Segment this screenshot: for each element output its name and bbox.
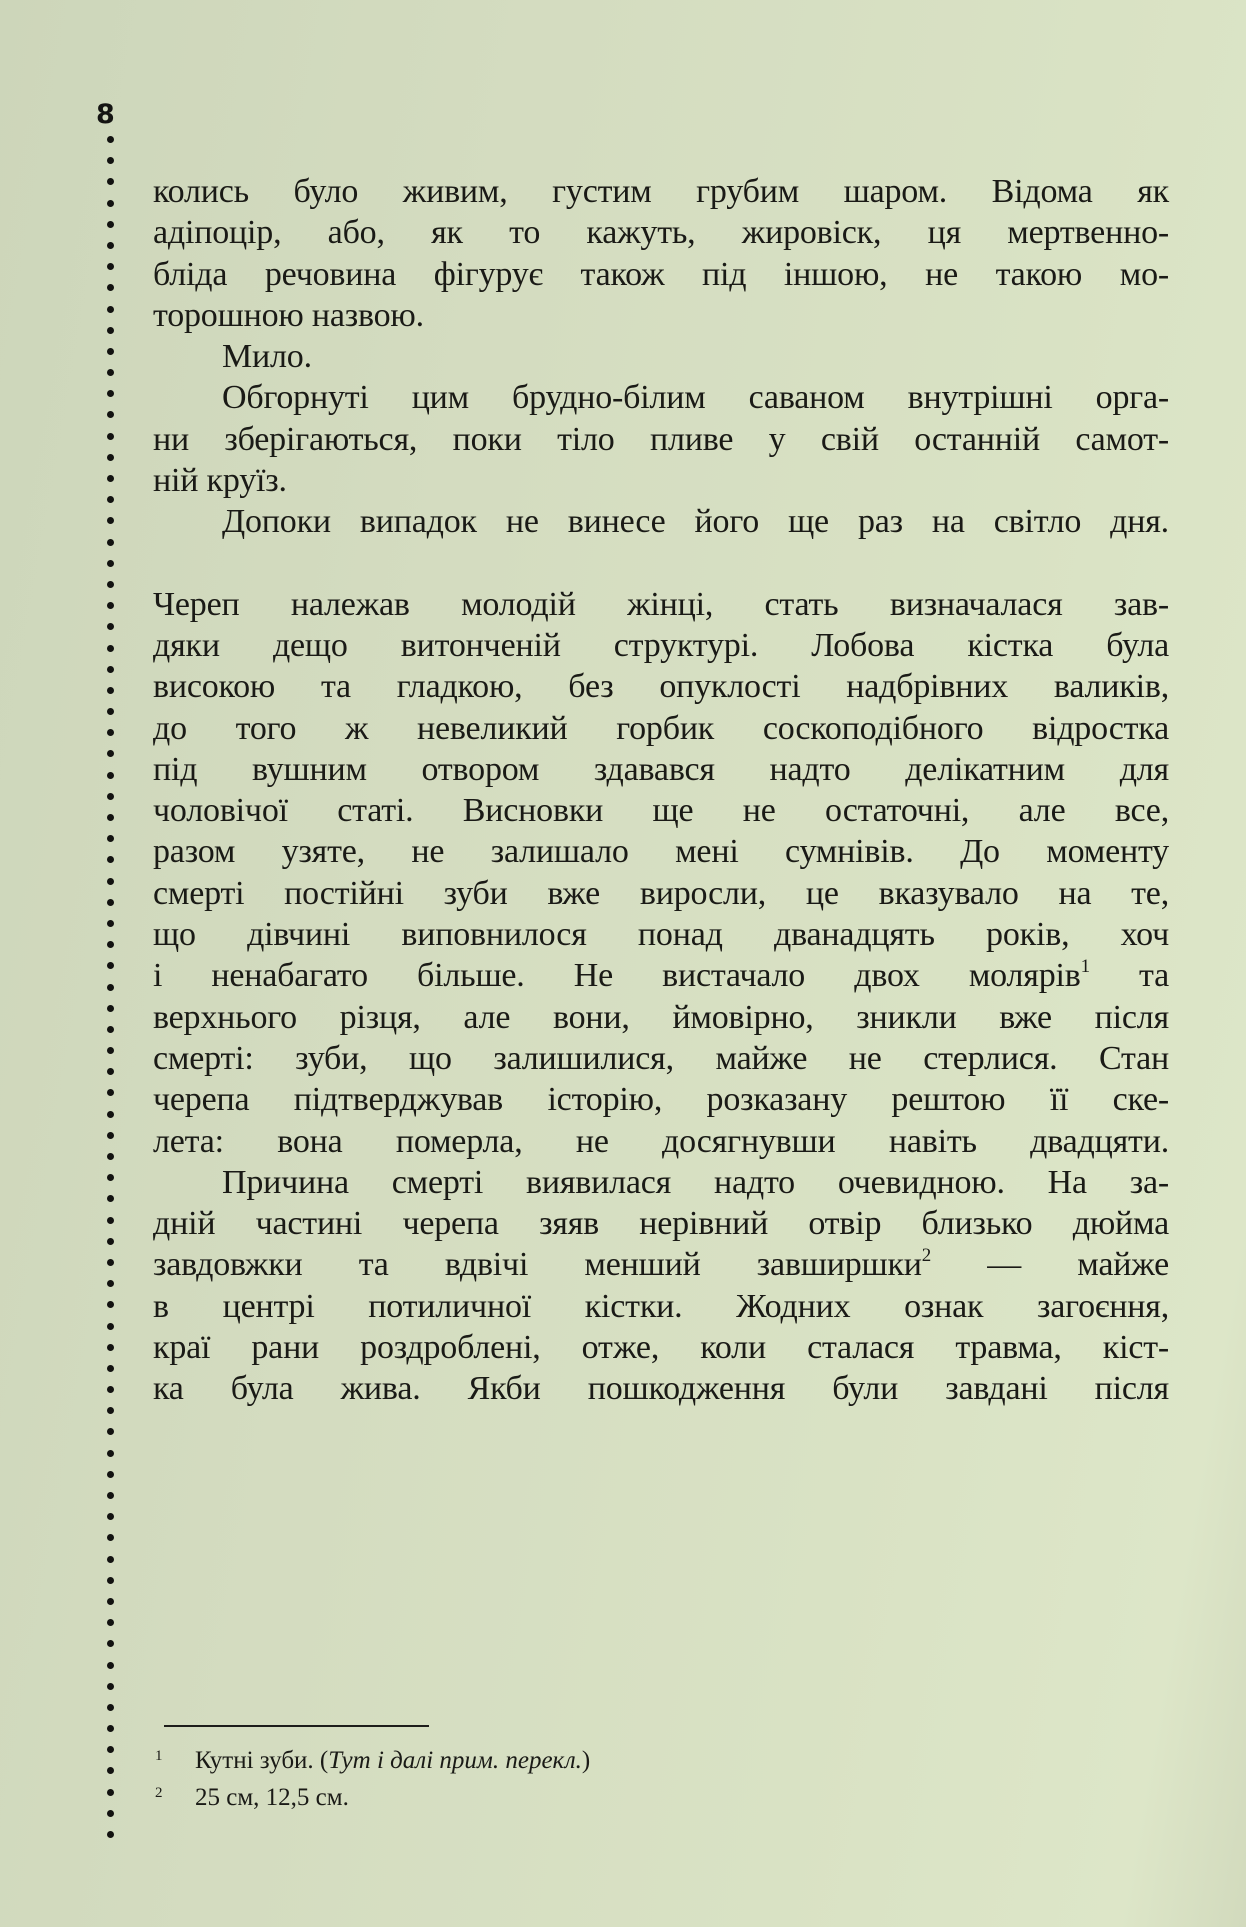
margin-dot [107,1407,114,1414]
margin-dot [107,1217,114,1224]
margin-dot [107,1598,114,1605]
margin-dot [107,1323,114,1330]
text-line-content: бліда речовина фігурує також під іншою, не такою мо- [153,255,1169,293]
footnote-item [150,1781,1050,1818]
text-line-content: під вушним отвором здавався надто делікатним для [153,750,1169,788]
margin-dot [107,454,114,461]
margin-dot [107,1005,114,1012]
text-line [153,1327,1169,1368]
margin-dot [107,962,114,969]
margin-dot [107,1831,114,1838]
margin-dot [107,539,114,546]
text-line-content: ній круїз. [153,462,287,500]
margin-dot [107,1047,114,1054]
margin-dot [107,729,114,736]
text-line [153,377,1169,418]
margin-dot [107,1683,114,1690]
text-line [153,1162,1169,1203]
text-line-content: ни зберігаються, поки тіло пливе у свій останній самот- [153,420,1169,458]
margin-dot [107,348,114,355]
margin-dot [107,666,114,673]
text-line-continuation: — майже [931,1246,1169,1284]
margin-dot [107,1428,114,1435]
margin-dot [107,1492,114,1499]
margin-dot [107,242,114,249]
text-line [153,1038,1169,1079]
section-break [153,543,1169,584]
margin-dot [107,1111,114,1118]
footnote-text-italic: Тут і далі прим. перекл. [328,1747,582,1774]
margin-dot [107,475,114,482]
margin-dot [107,1153,114,1160]
margin-dot [107,1089,114,1096]
margin-dot [107,433,114,440]
text-line-content: Череп належав молодій жінці, стать визначалася зав- [153,585,1169,623]
footnote-reference[interactable]: 1 [1080,956,1090,978]
text-line [153,1079,1169,1120]
page-number: 8 [96,99,115,130]
text-line-content: Мило. [222,338,312,376]
text-line [153,708,1169,749]
text-line-content: колись було живим, густим грубим шаром. Відома як [153,173,1169,210]
margin-dot [107,1704,114,1711]
footnote-text-after: ) [581,1747,591,1774]
footnote-text [195,1781,349,1815]
text-line-content: ка була жива. Якби пошкодження були завдані після [153,1370,1169,1408]
margin-dot [107,1640,114,1647]
margin-dot [107,920,114,927]
margin-dot [107,200,114,207]
text-line [153,171,1169,212]
text-line-content: Допоки випадок не винесе його ще раз на світло дня. [222,503,1169,541]
footnote-item [150,1744,1050,1781]
margin-dot [107,1556,114,1563]
margin-dot [107,1619,114,1626]
footnote-mark: 1 [155,1748,163,1764]
margin-dot [107,517,114,524]
text-line [153,254,1169,295]
margin-dot [107,221,114,228]
text-line [153,1121,1169,1162]
margin-dot [107,878,114,885]
margin-dot [107,750,114,757]
margin-dot [107,1513,114,1520]
text-line [153,212,1169,253]
margin-dot [107,941,114,948]
margin-dot [107,814,114,821]
footnote-text-main: Кутні зуби. ( [195,1747,329,1774]
text-line-content: чоловічої статі. Висновки ще не остаточні, але все, [153,792,1169,830]
text-line-content: дяки дещо витонченій структурі. Лобова кістка була [153,626,1169,664]
margin-dot [107,1132,114,1139]
text-line [153,295,1169,336]
margin-dot [107,1662,114,1669]
margin-dot [107,772,114,779]
text-line [153,584,1169,625]
text-line [153,749,1169,790]
text-line-content: разом узяте, не залишало мені сумнівів. До моменту [153,833,1169,871]
margin-dot [107,835,114,842]
margin-dot [107,856,114,863]
body-text [153,171,1169,1410]
footnotes [150,1744,1050,1818]
margin-dot [107,136,114,143]
text-line [153,831,1169,872]
margin-dot [107,645,114,652]
text-line-content: смерті постійні зуби вже виросли, це вказувало на те, [153,874,1169,912]
text-line-content: торошною назвою. [153,296,424,334]
text-line-content: адіпоцір, або, як то кажуть, жировіск, ця мертвенно- [153,214,1169,252]
footnote-text-main: 25 см, 12,5 см. [195,1784,349,1811]
margin-dot [107,411,114,418]
margin-dot [107,793,114,800]
footnote-text [195,1744,590,1778]
text-line [153,460,1169,501]
margin-dot [107,306,114,313]
text-line-continuation: та [1089,957,1170,995]
margin-dot [107,581,114,588]
text-line-content: що дівчині виповнилося понад дванадцять років, хоч [153,916,1169,954]
text-line-content: високою та гладкою, без опуклості надбрівних валиків, [153,668,1169,706]
text-line [153,914,1169,955]
margin-dot [107,390,114,397]
margin-dot [107,1259,114,1266]
text-line-content: смерті: зуби, що залишилися, майже не стерлися. Стан [153,1039,1169,1077]
text-line-content: дній частині черепа зяяв нерівний отвір близько дюйма [153,1205,1169,1243]
text-line-content: завдовжки та вдвічі менший завширшки [153,1246,922,1284]
margin-dot [107,157,114,164]
text-line [153,625,1169,666]
margin-dot [107,1301,114,1308]
margin-dot [107,984,114,991]
text-line-content: і ненабагато більше. Не вистачало двох молярів [153,957,1081,995]
text-line [153,501,1169,542]
margin-dot [107,602,114,609]
text-line-content: Причина смерті виявилася надто очевидною. На за- [222,1163,1169,1201]
margin-dot [107,1746,114,1753]
margin-dot [107,284,114,291]
margin-dot [107,496,114,503]
text-line [153,419,1169,460]
text-line-content: в центрі потиличної кістки. Жодних ознак загоєння, [153,1287,1169,1325]
margin-dot [107,1174,114,1181]
text-line [153,1368,1169,1409]
margin-dot [107,1195,114,1202]
margin-dot [107,1386,114,1393]
margin-dot [107,1767,114,1774]
footnote-mark: 2 [155,1785,163,1801]
text-line-content: краї рани роздроблені, отже, коли сталася травма, кіст- [153,1329,1169,1367]
text-line [153,997,1169,1038]
margin-dot [107,178,114,185]
margin-dot [107,560,114,567]
margin-dot [107,1238,114,1245]
margin-dot [107,369,114,376]
margin-dot [107,899,114,906]
margin-dot [107,1068,114,1075]
margin-dot [107,1026,114,1033]
text-line [153,1244,1169,1285]
text-line-content: верхнього різця, але вони, ймовірно, зникли вже після [153,998,1169,1036]
text-line-content: лета: вона померла, не досягнувши навіть двадцяти. [153,1122,1169,1160]
margin-dot [107,1810,114,1817]
margin-dot [107,1471,114,1478]
footnote-reference[interactable]: 2 [921,1245,932,1267]
margin-dot [107,687,114,694]
text-line [153,1203,1169,1244]
margin-dot [107,327,114,334]
text-line-content: Обгорнуті цим брудно-білим саваном внутрішні орга- [222,379,1169,417]
margin-dot [107,263,114,270]
text-line [153,336,1169,377]
margin-dot [107,1365,114,1372]
text-line [153,790,1169,831]
margin-dot [107,623,114,630]
footnote-divider [164,1725,429,1727]
text-line [153,1286,1169,1327]
text-line [153,666,1169,707]
margin-dot [107,1280,114,1287]
margin-dot [107,1344,114,1351]
text-line-content: черепа підтверджував історію, розказану рештою її ске- [153,1081,1169,1119]
margin-dot [107,1534,114,1541]
margin-dot [107,1577,114,1584]
margin-dot [107,1725,114,1732]
margin-dot [107,1789,114,1796]
margin-dot [107,708,114,715]
text-line [153,955,1169,996]
text-line-content: до того ж невеликий горбик соскоподібного відростка [153,709,1169,747]
dotted-margin-rail [103,136,117,1836]
margin-dot [107,1450,114,1457]
text-line [153,873,1169,914]
